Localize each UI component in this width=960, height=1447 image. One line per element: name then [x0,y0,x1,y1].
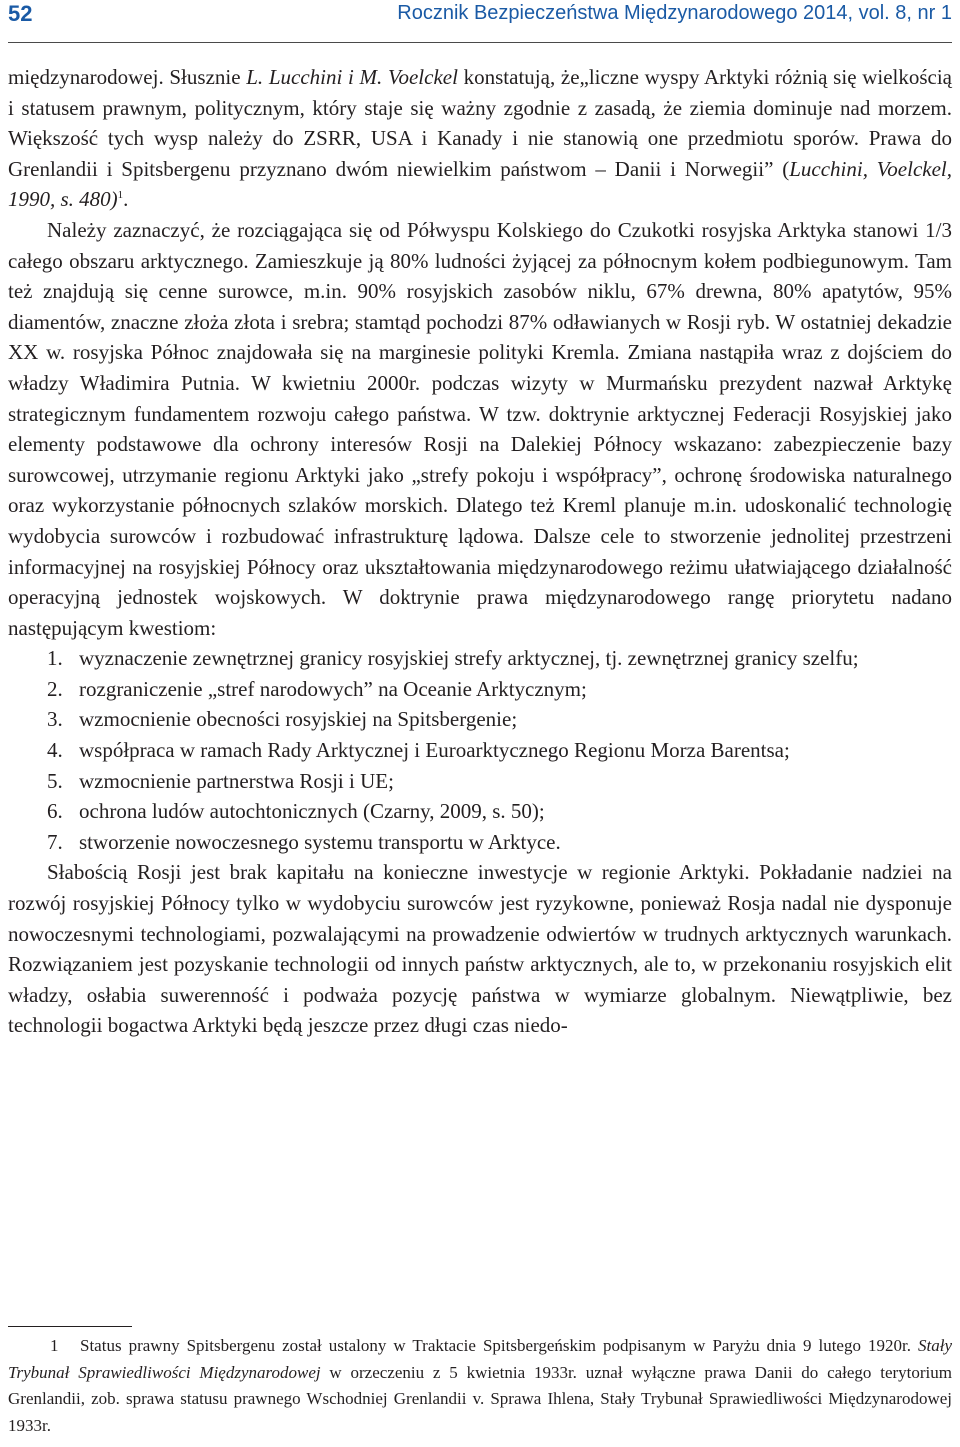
list-item [8,643,952,674]
list-number: 7. [47,829,63,854]
text-span: konstatują, że„liczne wyspy Arktyki różnią się wielkością i statusem prawnym, politycznym, który staje się ważny zgodnie z zasadą, że ziemia dominuje nad morzem. Większość tych wysp należy do ZSRR, USA i Kanady i nie stanowią one przedmiotu sporów. Prawa do Grenlandii i Spitsbergenu przyznano dwóm niewielkim państwom – Danii i Norwegii” ( [8,65,953,181]
list-text: wyznaczenie zewnętrznej granicy rosyjskiej strefy arktycznej, tj. zewnętrznej granicy szelfu; [79,646,859,671]
list-number: 2. [47,676,63,701]
list-item [8,827,952,858]
list-item [8,704,952,735]
footnote [8,1333,952,1439]
list-text: ochrona ludów autochtonicznych (Czarny, 2009, s. 50); [79,799,545,824]
footnote-court-name: Stały Trybunał Sprawiedliwości Międzynarodowej [8,1336,952,1382]
journal-title: Rocznik Bezpieczeństwa Międzynarodowego 2014, vol. 8, nr 1 [397,2,952,24]
list-number: 3. [47,707,63,732]
cited-authors: L. Lucchini i M. Voelckel [246,65,458,89]
list-text: współpraca w ramach Rady Arktycznej i Euroarktycznego Regionu Morza Barentsa; [79,738,790,763]
footnote-text: w orzeczeniu z 5 kwietnia 1933r. uznał wyłączne prawa Danii do całego terytorium Grenlandii, zob. sprawa statusu prawnego Wschodniej Grenlandii v. Sprawa Ihlena, Stały Trybunał Sprawiedliwości Międzynarodowej 1933r. [8,1362,953,1435]
list-text: stworzenie nowoczesnego systemu transportu w Arktyce. [79,829,561,854]
paragraph-1 [8,62,952,215]
text-span: . [123,187,129,212]
paragraph-2: Należy zaznaczyć, że rozciągająca się od Półwyspu Kolskiego do Czukotki rosyjska Arktyka stanowi 1/3 całego obszaru arktycznego. Zamieszkuje ją 80% ludności żyjącej za północnym kołem podbiegunowym. Tam też znajdują się cenne surowce, m.in. 90% rosyjskich zasobów niklu, 67% drewna, 80% apatytów, 95% diamentów, znaczne złoża złota i srebra; stamtąd pochodzi 87% odławianych w Rosji ryb. W ostatniej dekadzie XX w. rosyjska Północ znajdowała się na marginesie polityki Kremla. Zmiana nastąpiła wraz z dojściem do władzy Władimira Putnia. W kwietniu 2000r. podczas wizyty w Murmańsku prezydent nazwał Arktykę strategicznym fundamentem rozwoju całego państwa. W tzw. doktrynie arktycznej Federacji Rosyjskiej jako elementy podstawowe dla ochrony interesów Rosji na Dalekiej Północy wskazano: zabezpieczenie bazy surowcowej, utrzymanie regionu Arktyki jako „strefy pokoju i współpracy”, ochronę środowiska naturalnego oraz wykorzystanie północnych szlaków morskich. Dlatego też Kreml planuje m.in. udoskonalić technologię wydobycia surowców i rozbudować infrastrukturę lądowa. Dalsze cele to stworzenie jednolitej przestrzeni informacyjnej na rosyjskiej Północy oraz ukształtowania międzynarodowego reżimu ułatwiającego działalność operacyjną jednostek wojskowych. W doktrynie prawa międzynarodowego rangę priorytetu nadano następującym kwestiom: [8,217,952,640]
list-number: 1. [47,646,63,671]
running-header [8,0,952,43]
footnote-mark: 1 [50,1336,59,1355]
citation: Lucchini, Voelckel, 1990, s. 480) [8,156,952,212]
footnote-divider [8,1326,132,1327]
footnote-text: Status prawny Spitsbergenu został ustalony w Traktacie Spitsbergeńskim podpisanym w Paryżu dnia 9 lutego 1920r. [80,1336,918,1355]
priority-list [8,643,952,857]
footnote-reference[interactable]: 1 [117,189,124,202]
text-span: międzynarodowej. Słusznie [8,65,247,89]
list-item [8,766,952,797]
page-number: 52 [8,1,33,26]
list-text: rozgraniczenie „stref narodowych” na Oceanie Arktycznym; [79,676,587,701]
list-number: 5. [47,768,63,793]
list-item [8,674,952,705]
list-item [8,735,952,766]
list-item [8,796,952,827]
list-number: 6. [47,799,63,824]
paragraph-3: Słabością Rosji jest brak kapitału na konieczne inwestycje w regionie Arktyki. Pokładanie nadziei na rozwój rosyjskiej Północy tylko w wydobyciu surowców jest ryzykowne, ponieważ Rosja nadal nie dysponuje nowoczesnymi technologiami, pozwalającymi na prowadzenie odwiertów w trudnych arktycznych warunkach. Rozwiązaniem jest pozyskanie technologii od innych państw arktycznych, ale to, w przekonaniu rosyjskich elit władzy, osłabia suwerenność i podważa pozycję państwa w wymiarze globalnym. Niewątpliwie, bez technologii bogactwa Arktyki będą jeszcze przez długi czas niedo- [8,860,952,1038]
list-number: 4. [47,738,63,763]
main-text [8,62,952,1041]
list-text: wzmocnienie obecności rosyjskiej na Spitsbergenie; [79,707,518,732]
list-text: wzmocnienie partnerstwa Rosji i UE; [79,768,394,793]
